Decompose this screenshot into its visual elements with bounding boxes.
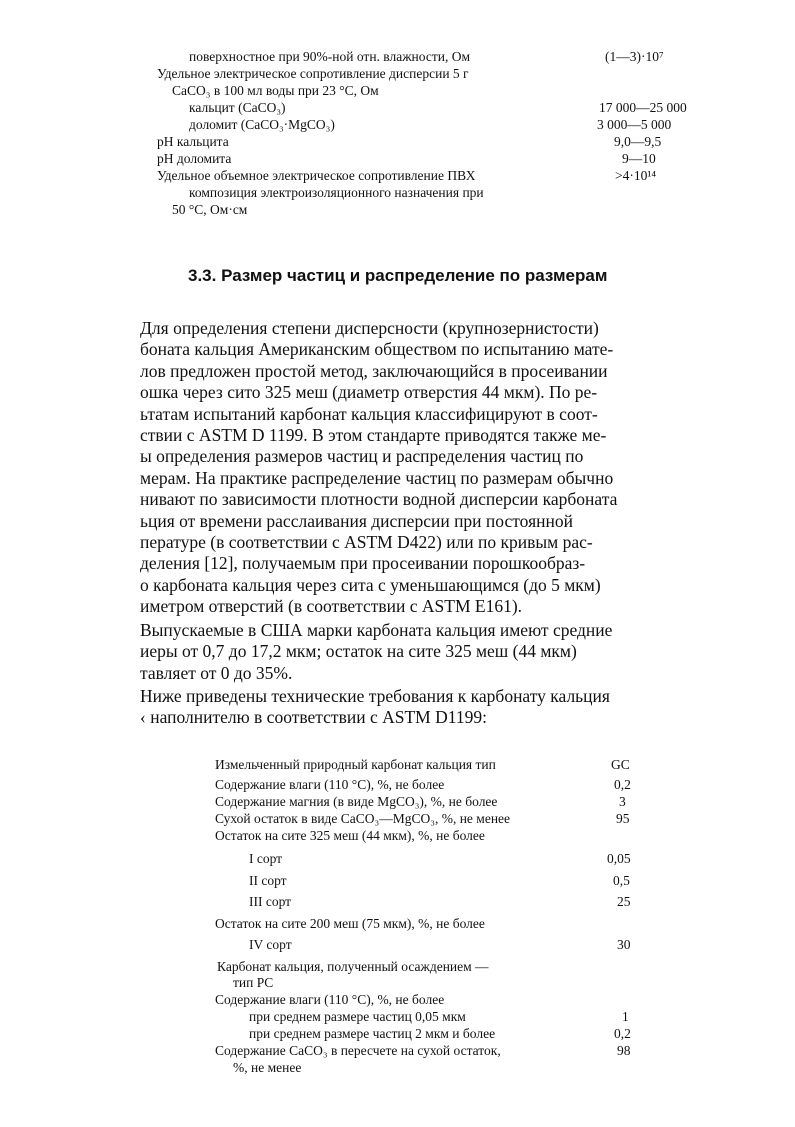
text-line: Для определения степени дисперсности (крупнозернистости) [140,318,599,338]
spec-label: II сорт [249,873,287,888]
prop-label: поверхностное при 90%-ной отн. влажности, Ом [189,49,471,64]
spec-label: Сухой остаток в виде CaCO₃—MgCO₃, %, не менее [215,811,511,826]
text-line: ы определения размеров частиц и распределения частиц по [140,446,584,466]
spec-label: при среднем размере частиц 0,05 мкм [249,1009,466,1024]
text-line: лов предложен простой метод, заключающийся в просеивании [140,361,608,381]
spec-label: %, не менее [233,1060,302,1075]
text-line: иеры от 0,7 до 17,2 мкм; остаток на сите 325 меш (44 мкм) [140,641,577,661]
spec-label: Содержание влаги (110 °С), %, не более [215,777,445,792]
spec-label: Содержание влаги (110 °С), %, не более [215,992,445,1007]
spec-label: тип PC [233,975,274,990]
text-line: ьция от времени расслаивания дисперсии при постоянной [140,511,573,531]
spec-value: 98 [617,1043,631,1058]
prop-value: 9—10 [622,151,656,166]
prop-label: pH доломита [157,151,232,166]
prop-label: Удельное объемное электрическое сопротивление ПВХ [157,168,476,183]
spec-label: Измельченный природный карбонат кальция тип [215,757,496,772]
prop-label: кальцит (CaCO₃) [189,100,286,115]
text-line: о карбоната кальция через сита с уменьшающимся (до 5 мкм) [140,575,601,595]
spec-value: 0,2 [614,1026,631,1041]
prop-label: 50 °С, Ом·см [172,202,248,217]
prop-value: (1—3)·10⁷ [605,49,664,64]
prop-value: >4·10¹⁴ [615,168,657,183]
spec-value: 0,05 [607,851,631,866]
prop-label: композиция электроизоляционного назначения при [189,185,484,200]
spec-value: 0,2 [614,777,631,792]
text-line: ошка через сито 325 меш (диаметр отверстия 44 мкм). По ре- [140,382,598,402]
section-title: 3.3. Размер частиц и распределение по размерам [188,266,608,285]
spec-value: 1 [622,1009,629,1024]
spec-label: Карбонат кальция, полученный осаждением — [217,959,489,974]
spec-label: I сорт [249,851,283,866]
prop-label: CaCO₃ в 100 мл воды при 23 °С, Ом [172,83,379,98]
prop-label: Удельное электрическое сопротивление дисперсии 5 г [157,66,469,81]
prop-value: 17 000—25 000 [599,100,687,115]
prop-label: pH кальцита [157,134,229,149]
text-line: нивают по зависимости плотности водной дисперсии карбоната [140,489,618,509]
text-line: ствии с ASTM D 1199. В этом стандарте приводятся также ме- [140,425,607,445]
text-line: деления [12], получаемым при просеивании порошкообраз- [140,553,586,573]
spec-value: 0,5 [613,873,630,888]
spec-label: IV сорт [249,937,292,952]
spec-label: Остаток на сите 325 меш (44 мкм), %, не более [215,828,485,843]
prop-label: доломит (CaCO₃·MgCO₃) [189,117,335,132]
spec-label: при среднем размере частиц 2 мкм и более [249,1026,496,1041]
spec-label: Остаток на сите 200 меш (75 мкм), %, не более [215,916,485,931]
text-line: иметром отверстий (в соответствии с ASTM E161). [140,596,523,616]
text-line: пературе (в соответствии с ASTM D422) или по кривым рас- [140,532,593,552]
spec-label: Содержание магния (в виде MgCO₃), %, не более [215,794,498,809]
text-line: Выпускаемые в США марки карбоната кальция имеют средние [140,620,613,640]
spec-label: Содержание CaCO₃ в пересчете на сухой остаток, [215,1043,501,1058]
prop-value: 9,0—9,5 [614,134,662,149]
prop-value: 3 000—5 000 [597,117,672,132]
spec-value: 95 [616,811,630,826]
text-line: ьтатам испытаний карбонат кальция классифицируют в соот- [140,404,598,424]
text-line: мерам. На практике распределение частиц по размерам обычно [140,468,614,488]
spec-value: 25 [617,894,631,909]
spec-value: 30 [617,937,631,952]
spec-value: 3 [619,794,626,809]
text-line: Ниже приведены технические требования к карбонату кальция [140,686,610,706]
text-line: тавляет от 0 до 35%. [140,663,293,683]
text-line: ‹ наполнителю в соответствии с ASTM D1199: [140,707,487,727]
spec-label: III сорт [249,894,292,909]
spec-value: GC [611,757,630,772]
text-line: боната кальция Американским обществом по испытанию мате- [140,339,614,359]
